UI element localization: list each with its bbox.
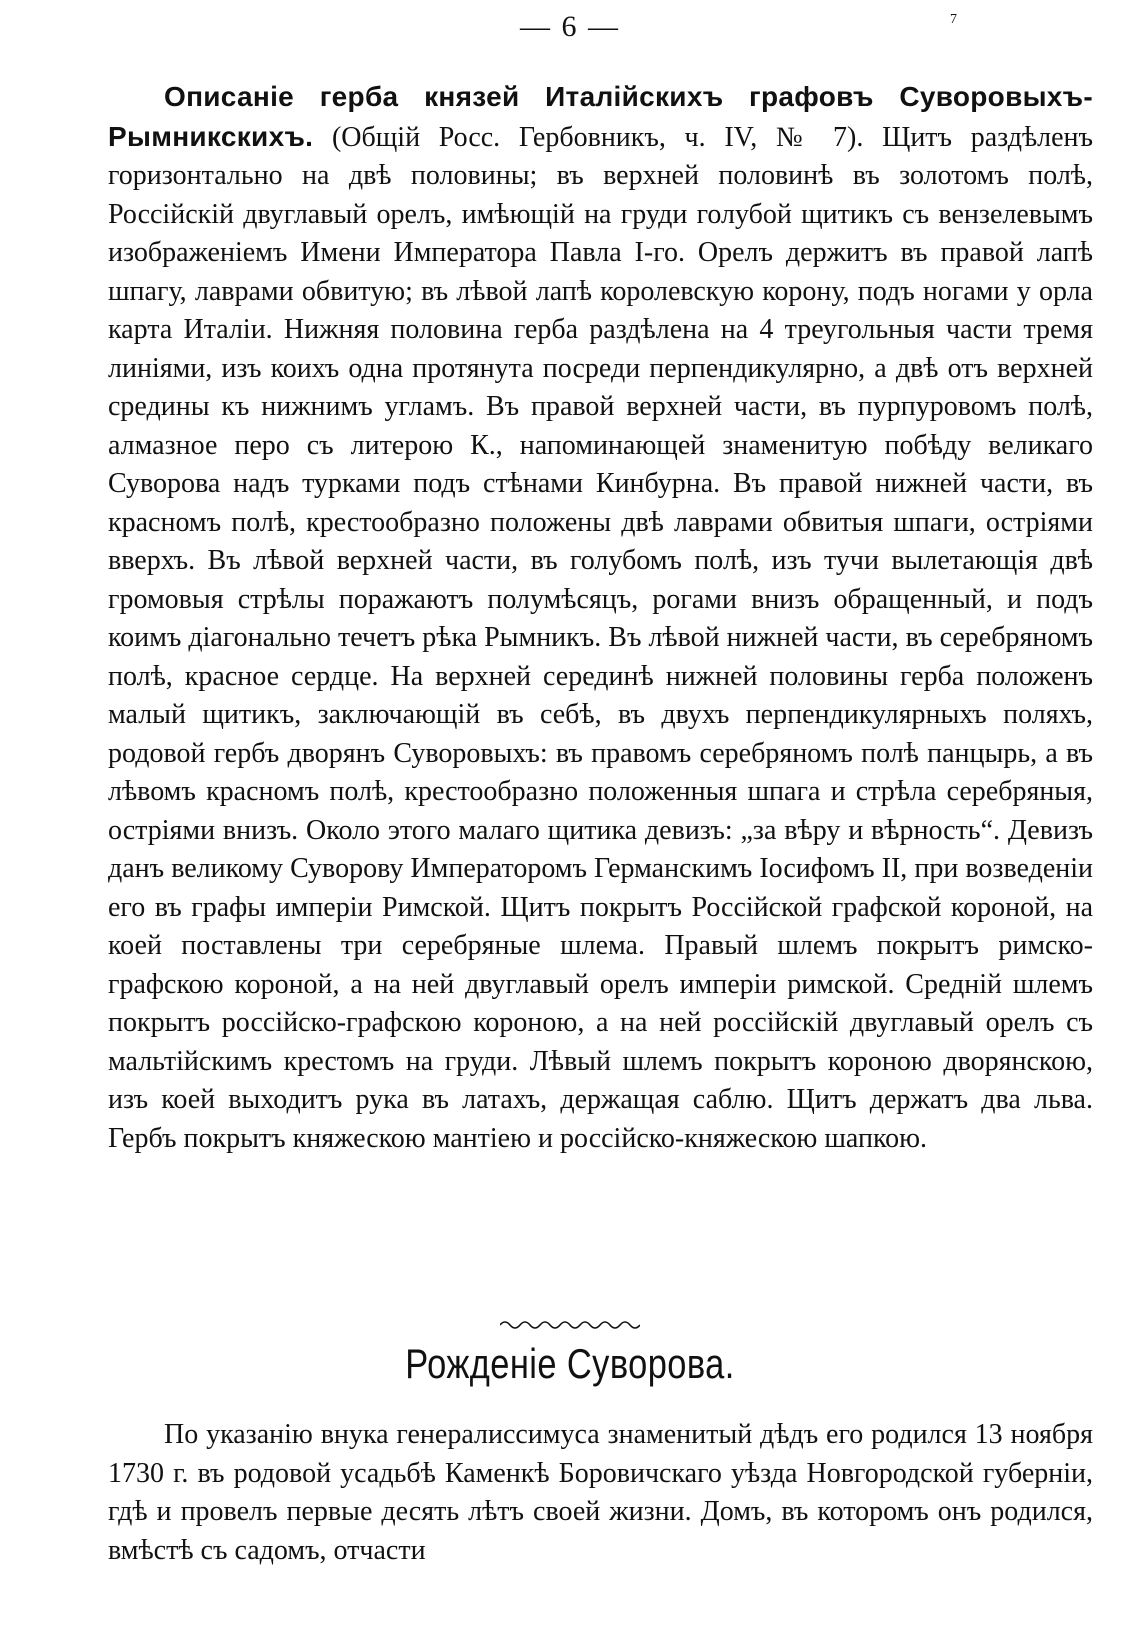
section-heading: Рожденіе Суворова. (405, 1340, 735, 1387)
corner-mark: 7 (950, 12, 957, 27)
birth-paragraph: По указанію внука генералиссимуса знаменитый дѣдъ его родился 13 ноября 1730 г. въ родовой усадьбѣ Каменкѣ Боровичскаго уѣзда Новгородской губерніи, гдѣ и провелъ первые десять лѣтъ своей жизни. Домъ, въ которомъ онъ родился, вмѣстѣ съ садомъ, отчасти (108, 1419, 1093, 1566)
coat-of-arms-body: (Общій Росс. Гербовникъ, ч. IV, № 7). Щитъ раздѣленъ горизонтально на двѣ половины; въ верхней половинѣ въ золотомъ полѣ, Россійскій двуглавый орелъ, имѣющій на груди голубой щитикъ съ вензелевымъ изображеніемъ Имени Императора Павла I-го. Орелъ держитъ въ правой лапѣ шпагу, лаврами обвитую; въ лѣвой лапѣ королевскую корону, подъ ногами у орла карта Италіи. Нижняя половина герба раздѣлена на 4 треугольныя части тремя линіями, изъ коихъ одна протянута посреди перпендикулярно, а двѣ отъ верхней средины къ нижнимъ угламъ. Въ правой верхней части, въ пурпуровомъ полѣ, алмазное перо съ литерою К., напоминающей знаменитую побѣду великаго Суворова надъ турками подъ стѣнами Кинбурна. Въ правой нижней части, въ красномъ полѣ, крестообразно положены двѣ лаврами обвитыя шпаги, остріями вверхъ. Въ лѣвой верхней части, въ голубомъ полѣ, изъ тучи вылетающія двѣ громовыя стрѣлы поражаютъ полумѣсяцъ, рогами внизъ обращенный, и подъ коимъ діагонально течетъ рѣка Рымникъ. Въ лѣвой нижней части, въ серебряномъ полѣ, красное сердце. На верхней серединѣ нижней половины герба положенъ малый щитикъ, заключающій въ себѣ, въ двухъ перпендикулярныхъ поляхъ, родовой гербъ дворянъ Суворовыхъ: въ правомъ серебряномъ полѣ панцырь, а въ лѣвомъ красномъ полѣ, крестообразно положенныя шпага и стрѣла серебряныя, остріями внизъ. Около этого малаго щитика девизъ: „за вѣру и вѣрность“. Девизъ данъ великому Суворову Императоромъ Германскимъ Іосифомъ II, при возведеніи его въ графы имперіи Римской. Щитъ покрытъ Россійской графской короной, на коей поставлены три серебряные шлема. Правый шлемъ покрытъ римско-графскою короной, а на ней двуглавый орелъ имперіи римской. Средній шлемъ покрытъ россійско-графскою короною, а на ней россійскій двуглавый орелъ съ мальтійскимъ крестомъ на груди. Лѣвый шлемъ покрытъ короною дворянскою, изъ коей выходитъ рука въ латахъ, держащая саблю. Щитъ держатъ два льва. Гербъ покрытъ княжескою мантіею и россійско-княжескою шапкою. (108, 121, 1094, 1154)
wavy-divider (500, 1318, 640, 1332)
page-number: — 6 — (520, 10, 620, 43)
coat-of-arms-paragraph (108, 78, 1093, 1158)
coat-of-arms-heading: Описаніе герба князей Италійскихъ графовъ Суворовыхъ-Рымникскихъ. (108, 81, 1093, 152)
